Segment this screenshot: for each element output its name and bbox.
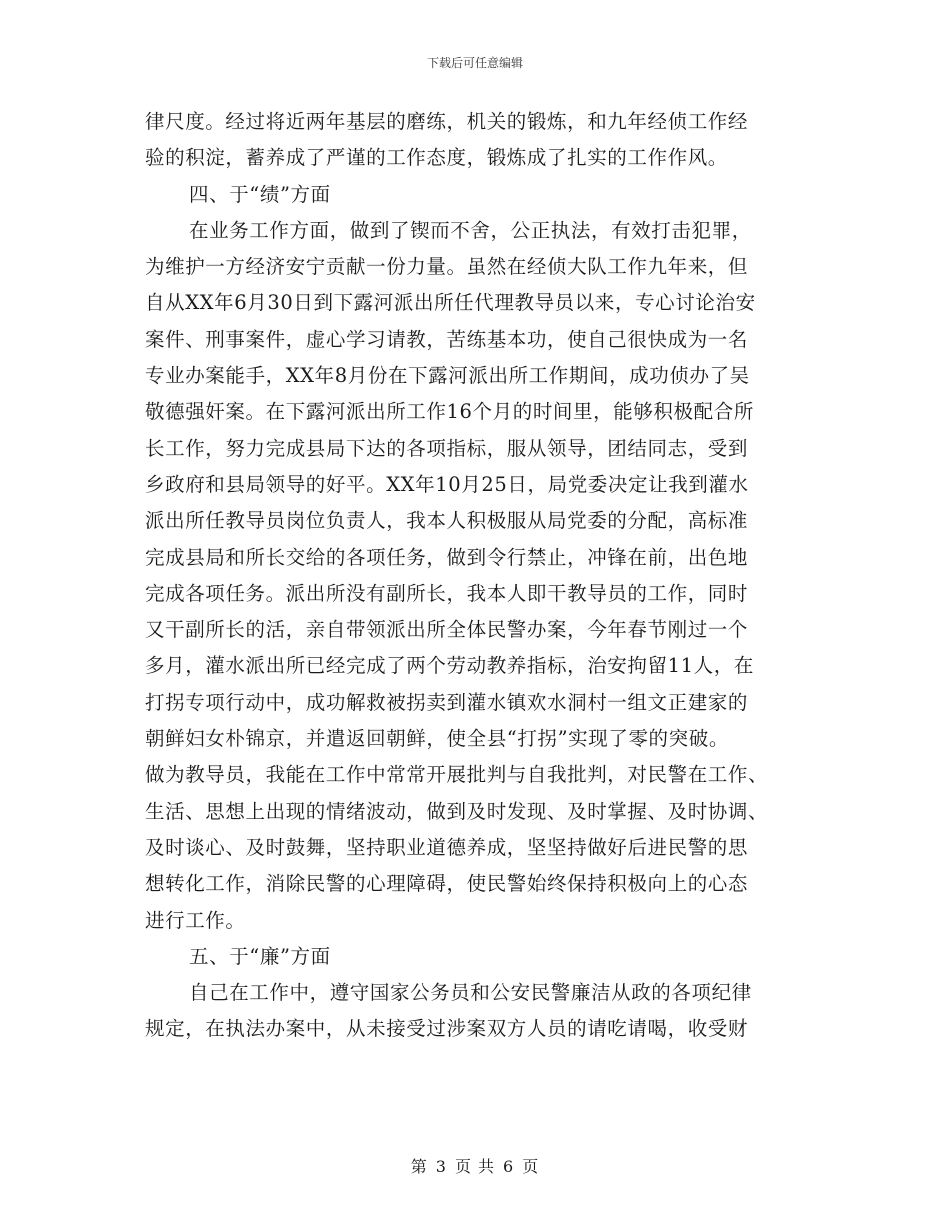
document-body xyxy=(145,104,809,1048)
footer-total-pages: 6 xyxy=(503,1157,515,1176)
text-line: 为维护一方经济安宁贡献一份力量。虽然在经侦大队工作九年来，但 xyxy=(145,255,749,279)
text-line: 完成县局和所长交给的各项任务，做到令行禁止，冲锋在前，出色地 xyxy=(145,545,749,569)
text-line: 律尺度。经过将近两年基层的磨练，机关的锻炼，和九年经侦工作经 xyxy=(145,110,749,133)
text-line: 验的积淀，蓄养成了严谨的工作态度，锻炼成了扎实的工作作风。 xyxy=(145,146,728,170)
text-line: 及时谈心、及时鼓舞，坚持职业道德养成，坚坚持做好后进民警的思 xyxy=(145,835,749,859)
text-line: 做为教导员，我能在工作中常常开展批判与自我批判，对民警在工作、 xyxy=(145,763,769,787)
text-line: 派出所任教导员岗位负责人，我本人积极服从局党委的分配，高标准 xyxy=(145,509,749,533)
footer-suffix: 页 xyxy=(522,1157,540,1176)
text-line: 完成各项任务。派出所没有副所长，我本人即干教导员的工作，同时 xyxy=(145,581,749,605)
text-line: 自己在工作中，遵守国家公务员和公安民警廉洁从政的各项纪律 xyxy=(189,981,752,1005)
text-line: 朝鲜妇女朴锦京，并遣返回朝鲜，使全县“打拐”实现了零的突破。 xyxy=(145,727,729,751)
text-line: 乡政府和县局领导的好平。XX年10月25日，局党委决定让我到灌水 xyxy=(145,472,749,496)
footer-prefix: 第 xyxy=(410,1157,428,1176)
text-line: 规定，在执法办案中，从未接受过涉案双方人员的请吃请喝，收受财 xyxy=(145,1017,749,1041)
text-line: 打拐专项行动中，成功解救被拐卖到灌水镇欢水洞村一组文正建家的 xyxy=(145,690,749,714)
text-line: 自从XX年6月30日到下露河派出所任代理教导员以来，专心讨论治安 xyxy=(145,291,756,315)
text-line: 多月，灌水派出所已经完成了两个劳动教养指标，治安拘留11人，在 xyxy=(145,654,754,678)
text-line: 进行工作。 xyxy=(145,908,246,932)
text-line: 敬德强奸案。在下露河派出所工作16个月的时间里，能够积极配合所 xyxy=(145,400,754,424)
page-footer xyxy=(0,1154,950,1177)
page-header-note: 下载后可任意编辑 xyxy=(426,56,523,70)
text-line: 长工作，努力完成县局下达的各项指标，服从领导，团结同志，受到 xyxy=(145,436,749,460)
text-line: 又干副所长的活，亲自带领派出所全体民警办案，今年春节刚过一个 xyxy=(145,618,749,642)
footer-middle: 页 共 xyxy=(454,1157,496,1176)
text-line: 想转化工作，消除民警的心理障碍，使民警始终保持积极向上的心态 xyxy=(145,872,749,896)
text-line: 专业办案能手，XX年8月份在下露河派出所工作期间，成功侦办了吴 xyxy=(145,364,750,388)
text-line: 案件、刑事案件，虚心学习请教，苦练基本功，使自己很快成为一名 xyxy=(145,327,749,351)
text-line: 五、于“廉”方面 xyxy=(189,944,331,968)
text-line: 四、于“绩”方面 xyxy=(189,182,331,206)
footer-current-page: 3 xyxy=(435,1157,447,1176)
text-line: 在业务工作方面，做到了锲而不舍，公正执法，有效打击犯罪， xyxy=(189,218,752,242)
text-line: 生活、思想上出现的情绪波动，做到及时发现、及时掌握、及时协调、 xyxy=(145,799,769,823)
